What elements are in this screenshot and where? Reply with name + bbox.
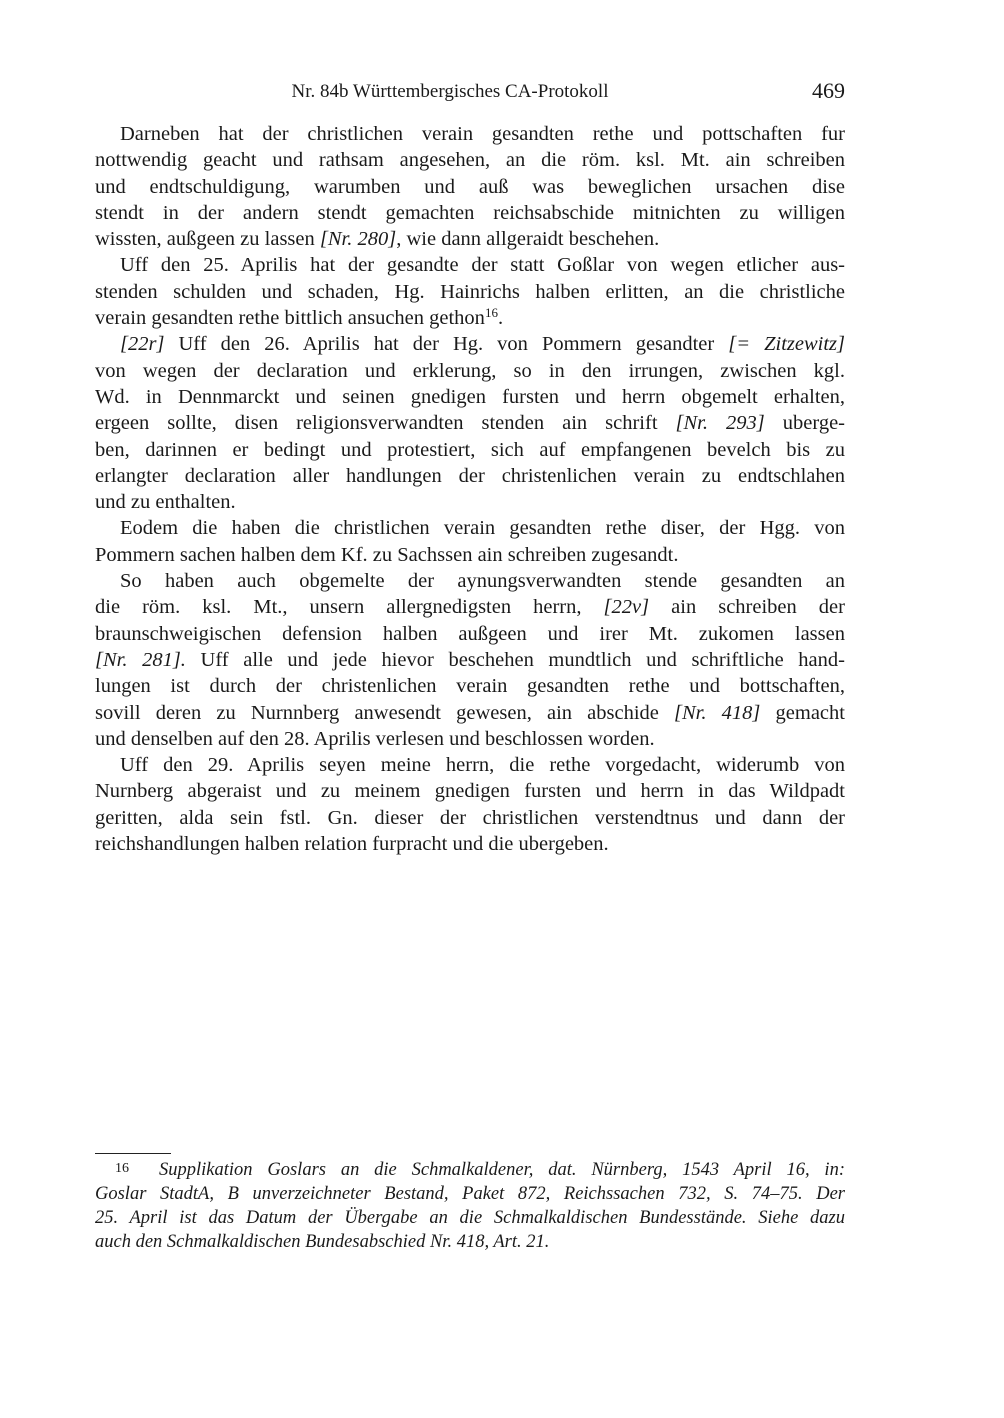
editorial-reference: [Nr. 280] bbox=[319, 228, 397, 251]
text-run: lungen ist durch der christenlichen verain gesandten rethe und bottschaften, bbox=[95, 675, 845, 698]
text-run: und endtschuldigung, warumben und auß was beweglichen ursachen dise bbox=[95, 175, 845, 198]
text-line bbox=[95, 331, 845, 357]
text-line bbox=[95, 515, 845, 541]
text-line bbox=[95, 673, 845, 699]
text-line bbox=[95, 384, 845, 410]
text-line bbox=[95, 752, 845, 778]
text-run: gemacht bbox=[760, 701, 845, 724]
text-line bbox=[95, 252, 845, 278]
text-run: uberge- bbox=[764, 412, 845, 435]
text-line bbox=[95, 700, 845, 726]
editorial-reference: [Nr. 281]. bbox=[95, 648, 186, 671]
main-text bbox=[95, 121, 845, 857]
text-run: Uff alle und jede hievor beschehen mundtlich und schriftliche hand- bbox=[185, 648, 845, 671]
text-run: Wd. in Dennmarckt und seinen gnedigen fursten und herrn obgemelt erhalten, bbox=[95, 385, 845, 408]
text-run: Pommern sachen halben dem Kf. zu Sachssen ain schreiben zugesandt. bbox=[95, 543, 679, 566]
text-run: und zu enthalten. bbox=[95, 491, 236, 514]
paragraph bbox=[95, 515, 845, 568]
text-run: nottwendig geacht und rathsam angesehen, an die röm. ksl. Mt. ain schreiben bbox=[95, 149, 845, 172]
text-run: von wegen der declaration und erklerung, so in den irrungen, zwischen kgl. bbox=[95, 359, 845, 382]
text-run: ain schreiben der bbox=[649, 596, 845, 619]
text-run: verain gesandten rethe bittlich ansuchen gethon bbox=[95, 307, 485, 330]
text-line bbox=[95, 831, 845, 857]
text-line bbox=[95, 358, 845, 384]
text-run: ergeen sollte, disen religionsverwandten stenden ain schrift bbox=[95, 412, 676, 435]
footnote-text: Supplikation Goslars an die Schmalkaldener, dat. Nürnberg, 1543 April 16, in: bbox=[159, 1160, 845, 1180]
text-line bbox=[95, 805, 845, 831]
text-run: stendt in der andern stendt gemachten reichsabschide mitnichten zu willigen bbox=[95, 201, 845, 224]
text-line bbox=[95, 542, 845, 568]
text-run: geritten, alda sein fstl. Gn. dieser der christlichen verstendtnus und dann der bbox=[95, 806, 845, 829]
text-line bbox=[95, 463, 845, 489]
text-line bbox=[95, 121, 845, 147]
footnote-text: auch den Schmalkaldischen Bundesabschied Nr. 418, Art. 21. bbox=[95, 1232, 550, 1252]
text-line bbox=[95, 305, 845, 331]
text-line bbox=[95, 568, 845, 594]
text-run: Nurnberg abgeraist und zu meinem gnedigen fursten und herrn in das Wildpadt bbox=[95, 780, 845, 803]
paragraph bbox=[95, 252, 845, 331]
text-run: Darneben hat der christlichen verain gesandten rethe und pottschaften fur bbox=[120, 123, 845, 145]
text-run: und denselben auf den 28. Aprilis verlesen und beschlossen worden. bbox=[95, 727, 655, 750]
footnote-reference: 16 bbox=[484, 305, 498, 321]
footnote-divider bbox=[95, 1153, 171, 1154]
paragraph bbox=[95, 752, 845, 857]
text-run: Uff den 29. Aprilis seyen meine herrn, die rethe vorgedacht, widerumb von bbox=[120, 754, 845, 777]
text-line bbox=[95, 174, 845, 200]
text-line bbox=[95, 489, 845, 515]
editorial-reference: [Nr. 293] bbox=[675, 412, 765, 435]
paragraph bbox=[95, 331, 845, 515]
text-line bbox=[95, 437, 845, 463]
paragraph bbox=[95, 121, 845, 252]
editorial-reference: [22r] bbox=[120, 333, 165, 356]
text-run: Eodem die haben die christlichen verain gesandten rethe diser, der Hgg. von bbox=[120, 517, 845, 540]
footnote-line bbox=[95, 1182, 845, 1206]
text-line bbox=[95, 594, 845, 620]
footnote-line bbox=[95, 1206, 845, 1230]
text-run: braunschweigischen defension halben außgeen und irer Mt. zukomen lassen bbox=[95, 622, 845, 645]
text-line bbox=[95, 410, 845, 436]
footnote-text: Goslar StadtA, B unverzeichneter Bestand, Paket 872, Reichssachen 732, S. 74–75. Der bbox=[95, 1184, 845, 1204]
editorial-reference: [= Zitzewitz] bbox=[728, 333, 845, 356]
text-run: . bbox=[497, 307, 504, 330]
text-run: ben, darinnen er bedingt und protestiert, sich auf empfangenen bevelch bis zu bbox=[95, 438, 845, 461]
footnote-line bbox=[95, 1230, 845, 1254]
footnote-number: 16 bbox=[115, 1161, 129, 1176]
text-run: die röm. ksl. Mt., unsern allergnedigsten herrn, bbox=[95, 596, 604, 619]
text-run: So haben auch obgemelte der aynungsverwandten stende gesandten an bbox=[120, 570, 845, 593]
text-run: Uff den 25. Aprilis hat der gesandte der statt Goßlar von wegen etlicher aus- bbox=[120, 254, 845, 277]
text-line bbox=[95, 621, 845, 647]
footnote-line bbox=[95, 1157, 845, 1182]
text-line bbox=[95, 147, 845, 173]
text-line bbox=[95, 200, 845, 226]
text-line bbox=[95, 279, 845, 305]
editorial-reference: [Nr. 418] bbox=[674, 701, 761, 724]
text-line bbox=[95, 647, 845, 673]
text-line bbox=[95, 778, 845, 804]
text-run: sovill deren zu Nurnnberg anwesendt gewesen, ain abschide bbox=[95, 701, 675, 724]
text-run: stenden schulden und schaden, Hg. Hainrichs halben erlitten, an die christliche bbox=[95, 280, 845, 303]
paragraph bbox=[95, 568, 845, 752]
text-run: erlangter declaration aller handlungen der christenlichen verain zu endtschlahen bbox=[95, 464, 845, 487]
text-run: reichshandlungen halben relation furpracht und die ubergeben. bbox=[95, 833, 609, 856]
text-run: , wie dann allgeraidt beschehen. bbox=[396, 228, 660, 251]
text-line bbox=[95, 726, 845, 752]
running-header bbox=[95, 78, 845, 106]
page-number: 469 bbox=[812, 78, 845, 103]
text-run: wissten, außgeen zu lassen bbox=[95, 228, 320, 251]
running-title: Nr. 84b Württembergisches CA-Protokoll bbox=[291, 81, 609, 102]
text-run: Uff den 26. Aprilis hat der Hg. von Pommern gesandter bbox=[164, 333, 729, 356]
footnote bbox=[95, 1157, 845, 1254]
footnote-text: 25. April ist das Datum der Übergabe an die Schmalkaldischen Bundesstände. Siehe dazu bbox=[95, 1208, 845, 1228]
editorial-reference: [22v] bbox=[603, 596, 650, 619]
text-line bbox=[95, 226, 845, 252]
